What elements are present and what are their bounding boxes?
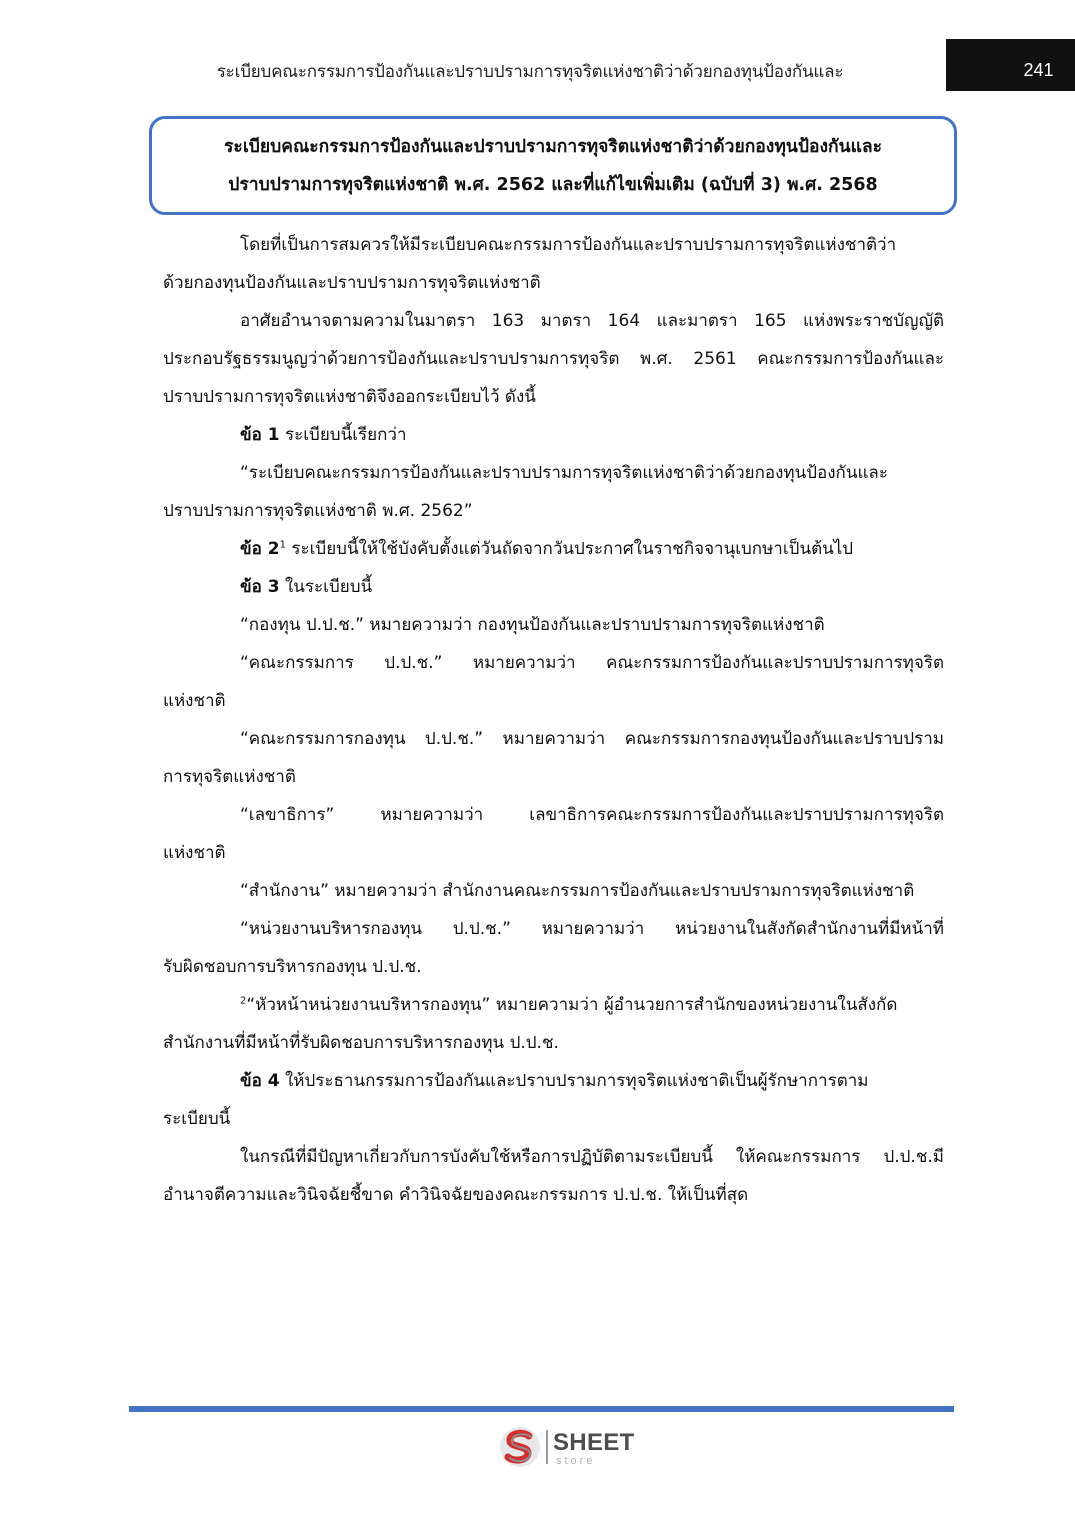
definition-committee: “คณะกรรมการ ป.ป.ช.” หมายความว่า คณะกรรมการป้องกันและปราบปรามการทุจริต — [240, 653, 944, 673]
definition-text: “หัวหน้าหน่วยงานบริหารกองทุน” หมายความว่า ผู้อำนวยการสำนักของหน่วยงานในสังกัด — [246, 995, 898, 1015]
section-text: ระเบียบนี้ให้ใช้บังคับตั้งแต่วันถัดจากวันประกาศในราชกิจจานุเบกษาเป็นต้นไป — [285, 539, 854, 559]
preamble-line: ด้วยกองทุนป้องกันและปราบปรามการทุจริตแห่งชาติ — [163, 273, 541, 293]
definition-secretary: แห่งชาติ — [163, 843, 226, 863]
footnote-marker: 2 — [240, 995, 247, 1007]
logo-name: SHEET — [553, 1429, 635, 1456]
footnote-marker: 1 — [279, 539, 286, 551]
title-line-1: ระเบียบคณะกรรมการป้องกันและปราบปรามการทุจริตแห่งชาติว่าด้วยกองทุนป้องกันและ — [224, 136, 882, 157]
running-header: ระเบียบคณะกรรมการป้องกันและปราบปรามการทุจริตแห่งชาติว่าด้วยกองทุนป้องกันและ — [216, 62, 844, 82]
section-4-paragraph: อำนาจตีความและวินิจฉัยชี้ขาด คำวินิจฉัยของคณะกรรมการ ป.ป.ช. ให้เป็นที่สุด — [163, 1185, 749, 1205]
page-number: 241 — [946, 39, 1075, 91]
definition-fund: “กองทุน ป.ป.ช.” หมายความว่า กองทุนป้องกันและปราบปรามการทุจริตแห่งชาติ — [240, 615, 825, 635]
section-text: ระเบียบนี้เรียกว่า — [279, 425, 407, 445]
definition-head: สำนักงานที่มีหน้าที่รับผิดชอบการบริหารกองทุน ป.ป.ช. — [163, 1033, 559, 1053]
section-1-quote: ปราบปรามการทุจริตแห่งชาติ พ.ศ. 2562” — [163, 501, 473, 521]
title-box — [149, 116, 957, 215]
definition-fund-committee: การทุจริตแห่งชาติ — [163, 767, 296, 787]
sheet-store-s-logo-icon — [496, 1424, 544, 1470]
section-text: ในระเบียบนี้ — [279, 577, 373, 597]
definition-unit: รับผิดชอบการบริหารกองทุน ป.ป.ช. — [163, 957, 422, 977]
section-1 — [163, 416, 944, 454]
definition-fund-committee: “คณะกรรมการกองทุน ป.ป.ช.” หมายความว่า คณะกรรมการกองทุนป้องกันและปราบปราม — [240, 729, 944, 749]
section-4 — [163, 1062, 944, 1100]
definition-head — [163, 986, 944, 1024]
section-label: ข้อ 3 — [240, 577, 280, 597]
definition-office: “สำนักงาน” หมายความว่า สำนักงานคณะกรรมการป้องกันและปราบปรามการทุจริตแห่งชาติ — [240, 881, 915, 901]
preamble-line: ปราบปรามการทุจริตแห่งชาติจึงออกระเบียบไว้ ดังนี้ — [163, 387, 536, 407]
section-1-quote: “ระเบียบคณะกรรมการป้องกันและปราบปรามการทุจริตแห่งชาติว่าด้วยกองทุนป้องกันและ — [240, 463, 888, 483]
definition-committee: แห่งชาติ — [163, 691, 226, 711]
document-body — [163, 226, 944, 1214]
definition-secretary: “เลขาธิการ” หมายความว่า เลขาธิการคณะกรรมการป้องกันและปราบปรามการทุจริต — [240, 805, 944, 825]
preamble-line: โดยที่เป็นการสมควรให้มีระเบียบคณะกรรมการป้องกันและปราบปรามการทุจริตแห่งชาติว่า — [240, 235, 897, 255]
preamble-line: ประกอบรัฐธรรมนูญว่าด้วยการป้องกันและปราบปรามการทุจริต พ.ศ. 2561 คณะกรรมการป้องกันและ — [163, 349, 944, 369]
preamble-line: อาศัยอำนาจตามความในมาตรา 163 มาตรา 164 และมาตรา 165 แห่งพระราชบัญญัติ — [240, 311, 944, 331]
definition-unit: “หน่วยงานบริหารกองทุน ป.ป.ช.” หมายความว่า หน่วยงานในสังกัดสำนักงานที่มีหน้าที่ — [240, 919, 944, 939]
section-4: ระเบียบนี้ — [163, 1109, 231, 1129]
section-4-paragraph: ในกรณีที่มีปัญหาเกี่ยวกับการบังคับใช้หรือการปฏิบัติตามระเบียบนี้ ให้คณะกรรมการ ป.ป.ช.มี — [240, 1147, 944, 1167]
section-label: ข้อ 2 — [240, 539, 280, 559]
section-text: ให้ประธานกรรมการป้องกันและปราบปรามการทุจริตแห่งชาติเป็นผู้รักษาการตาม — [279, 1071, 869, 1091]
section-2 — [163, 530, 944, 568]
footer-rule — [129, 1406, 954, 1412]
section-label: ข้อ 4 — [240, 1071, 280, 1091]
section-3 — [163, 568, 944, 606]
title-line-2: ปราบปรามการทุจริตแห่งชาติ พ.ศ. 2562 และที่แก้ไขเพิ่มเติม (ฉบับที่ 3) พ.ศ. 2568 — [228, 174, 878, 195]
section-label: ข้อ 1 — [240, 425, 280, 445]
logo-divider — [546, 1430, 548, 1464]
logo-subtitle: store — [556, 1455, 596, 1467]
footer-logo — [496, 1424, 646, 1470]
